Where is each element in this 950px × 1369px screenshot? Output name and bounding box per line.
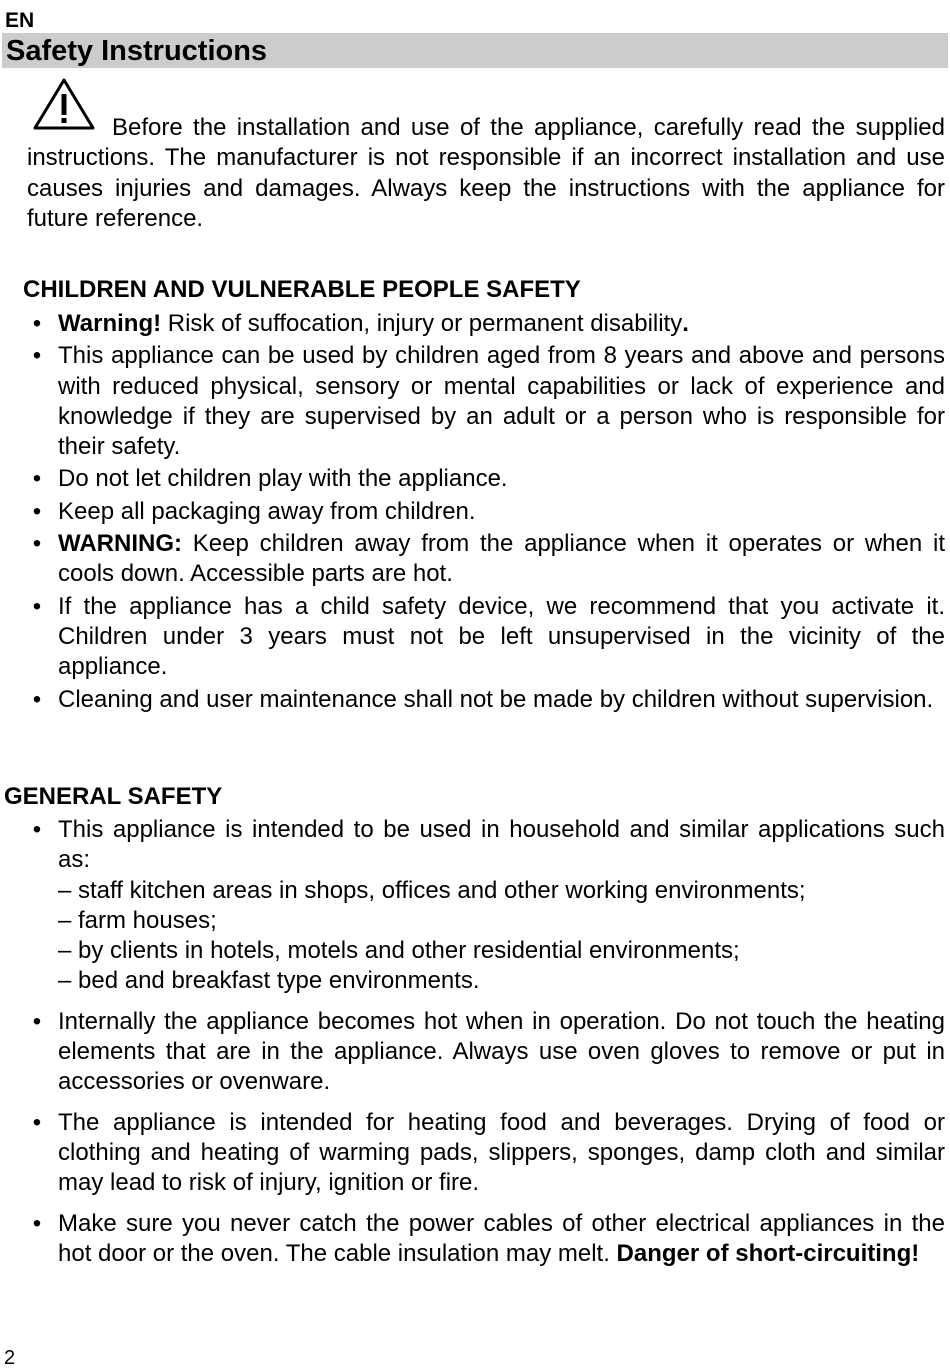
list-item	[0, 1108, 945, 1199]
intro-text: Before the installation and use of the appliance, carefully read the supplied instructions. The manufacturer is not responsible if an incorrect installation and use causes injuries and damages. Always keep the instructions with the appliance for future reference.	[27, 114, 945, 232]
bold-text: Warning!	[58, 310, 162, 337]
sub-item: – bed and breakfast type environments.	[58, 967, 480, 995]
language-tag: EN	[5, 9, 35, 32]
title-bar	[2, 33, 948, 68]
sub-item: – farm houses;	[58, 906, 217, 934]
bold-text: WARNING:	[58, 530, 182, 558]
item-text: If the appliance has a child safety device, we recommend that you activate it. Children under 3 years must not be left unsupervised in the vicinity of the appliance.	[58, 592, 945, 681]
list-item	[0, 1007, 945, 1098]
bullet-icon: •	[32, 310, 42, 337]
list-item	[0, 341, 945, 462]
item-text: Internally the appliance becomes hot when in operation. Do not touch the heating elements that are in the appliance. Always use oven gloves to remove or put in accessories or ovenware.	[58, 1007, 945, 1096]
list-item	[0, 592, 945, 683]
list-item	[0, 529, 945, 590]
bullet-icon: •	[32, 816, 42, 843]
children-safety-heading: CHILDREN AND VULNERABLE PEOPLE SAFETY	[23, 276, 581, 303]
page-number: 2	[4, 1347, 16, 1369]
list-item	[0, 1209, 945, 1270]
page-title: Safety Instructions	[6, 35, 268, 67]
bold-text: Danger of short-circuiting!	[616, 1239, 920, 1267]
item-text: Make sure you never catch the power cables of other electrical appliances in the hot door or the oven. The cable insulation may melt.	[58, 1209, 945, 1267]
bullet-icon: •	[32, 497, 42, 525]
children-safety-list	[0, 309, 945, 717]
bullet-icon: •	[32, 465, 42, 493]
item-text: Cleaning and user maintenance shall not be made by children without supervision.	[58, 685, 934, 713]
bullet-icon: •	[32, 1209, 42, 1237]
sub-item: – by clients in hotels, motels and other residential environments;	[58, 937, 740, 965]
item-text: This appliance can be used by children aged from 8 years and above and persons with reduced physical, sensory or mental capabilities or lack of experience and knowledge if they are supervised by an adult or a person who is responsible for their safety.	[58, 342, 945, 461]
bullet-icon: •	[32, 1007, 42, 1035]
bullet-icon: •	[32, 685, 42, 713]
bullet-icon: •	[32, 530, 42, 558]
bullet-icon: •	[32, 342, 42, 370]
general-safety-list	[0, 815, 945, 1271]
bold-text: .	[682, 310, 689, 337]
bullet-icon: •	[32, 592, 42, 620]
list-item	[0, 464, 945, 494]
bullet-icon: •	[32, 1108, 42, 1136]
list-item	[0, 309, 945, 339]
item-text: This appliance is intended to be used in household and similar applications such as:	[58, 816, 945, 874]
list-item	[0, 815, 945, 997]
list-item	[0, 497, 945, 527]
sub-item: – staff kitchen areas in shops, offices and other working environments;	[58, 876, 806, 904]
item-text: Keep all packaging away from children.	[58, 497, 476, 525]
intro-paragraph	[27, 113, 945, 234]
item-text: The appliance is intended for heating food and beverages. Drying of food or clothing and heating of warming pads, slippers, sponges, damp cloth and similar may lead to risk of injury, ignition or fire.	[58, 1108, 945, 1197]
item-text: Do not let children play with the appliance.	[58, 465, 508, 493]
list-item	[0, 685, 945, 715]
item-text: Keep children away from the appliance when it operates or when it cools down. Accessible parts are hot.	[58, 530, 945, 588]
item-text: Risk of suffocation, injury or permanent disability	[161, 310, 683, 337]
general-safety-heading: GENERAL SAFETY	[4, 783, 223, 810]
